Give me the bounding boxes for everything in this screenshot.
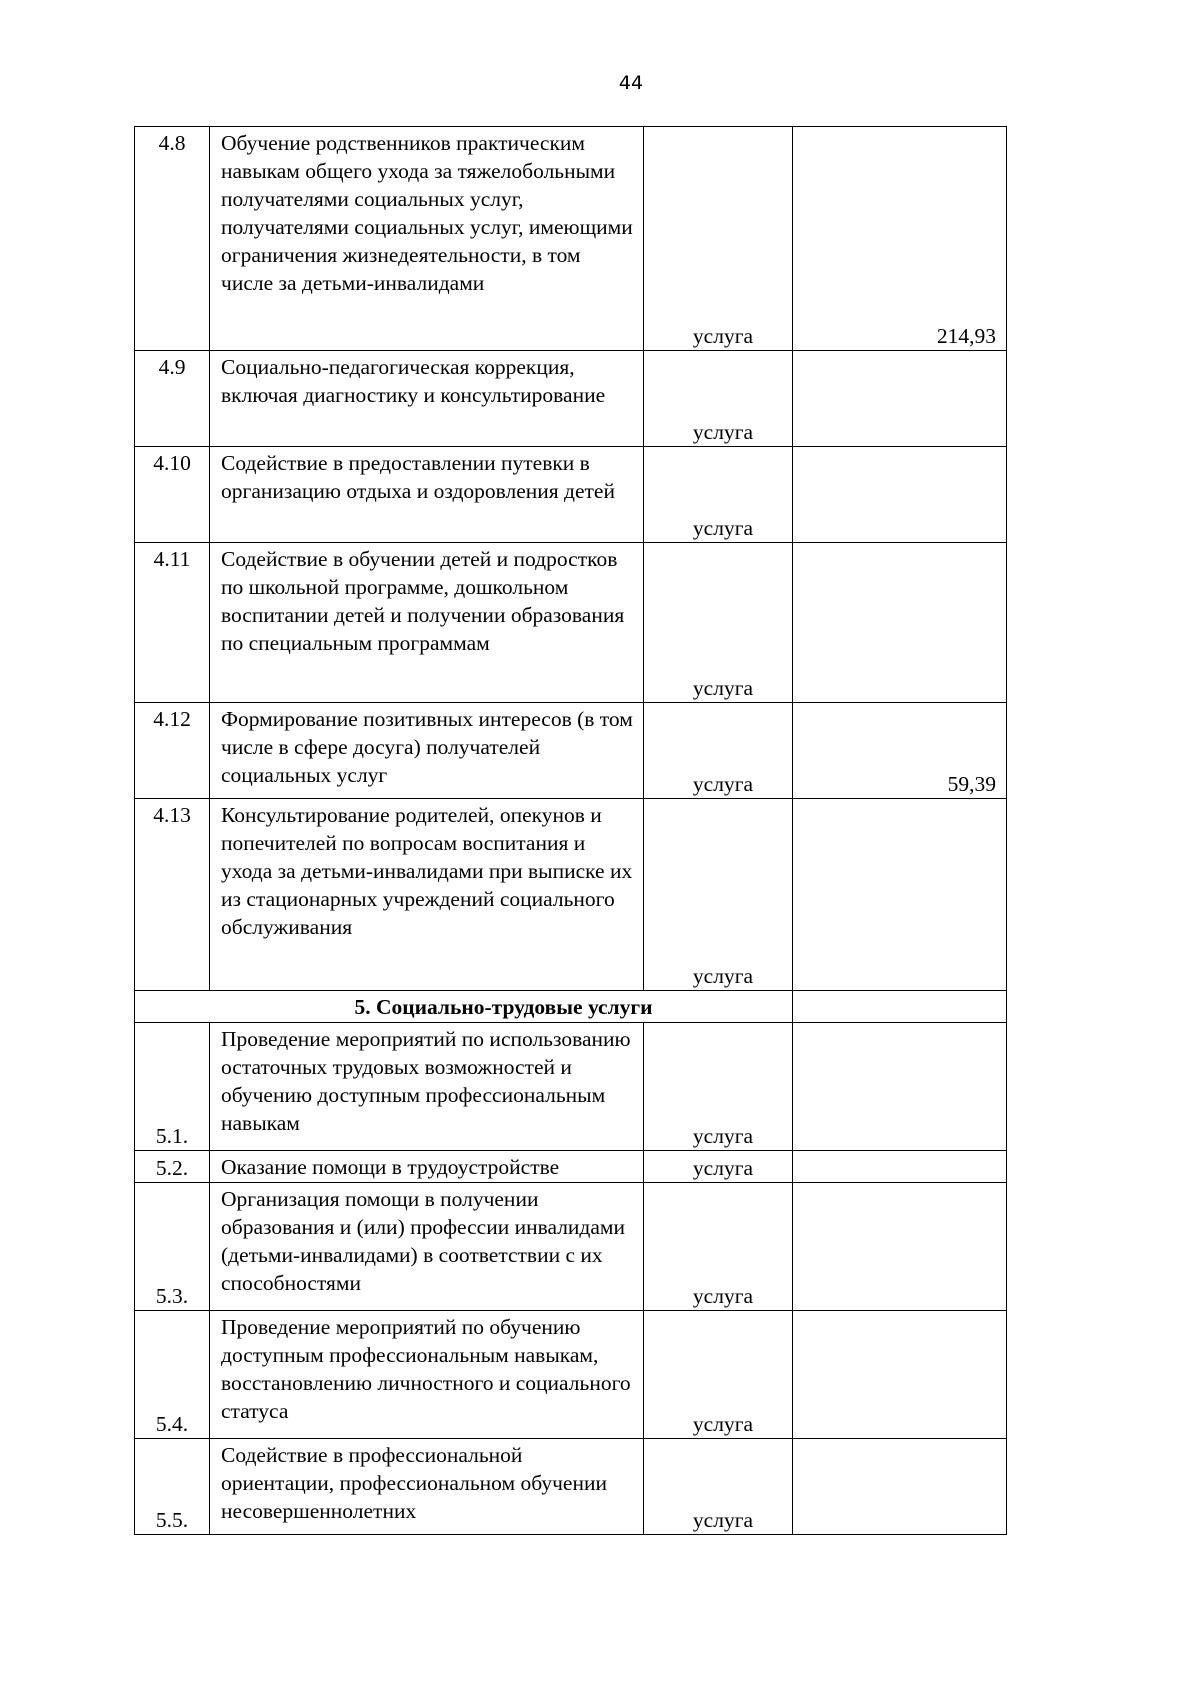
unit-of-measure: услуга: [644, 447, 793, 543]
service-price: 214,93: [793, 127, 1007, 351]
table-row: [135, 1023, 1007, 1151]
services-table: [134, 126, 1007, 1535]
unit-of-measure: услуга: [644, 127, 793, 351]
service-price: [793, 1151, 1007, 1183]
section-empty-cell: [793, 991, 1007, 1023]
service-price: 59,39: [793, 703, 1007, 799]
row-number: 5.3.: [135, 1183, 210, 1311]
table-row: [135, 351, 1007, 447]
row-number: 5.2.: [135, 1151, 210, 1183]
unit-of-measure: услуга: [644, 1023, 793, 1151]
unit-of-measure: услуга: [644, 1151, 793, 1183]
service-description: Содействие в профессиональной ориентации, профессиональном обучении несовершеннолетних: [210, 1439, 644, 1535]
service-price: [793, 1183, 1007, 1311]
unit-of-measure: услуга: [644, 1311, 793, 1439]
service-description: Оказание помощи в трудоустройстве: [210, 1151, 644, 1183]
section-header-row: [135, 991, 1007, 1023]
table-row: [135, 799, 1007, 991]
page-number: 44: [618, 72, 644, 94]
services-table-body: [135, 127, 1007, 1535]
table-row: [135, 1183, 1007, 1311]
unit-of-measure: услуга: [644, 799, 793, 991]
service-description: Проведение мероприятий по использованию остаточных трудовых возможностей и обучению доступным профессиональным навыкам: [210, 1023, 644, 1151]
table-row: [135, 1439, 1007, 1535]
unit-of-measure: услуга: [644, 543, 793, 703]
row-number: 4.12: [135, 703, 210, 799]
service-price: [793, 351, 1007, 447]
unit-of-measure: услуга: [644, 1439, 793, 1535]
row-number: 5.4.: [135, 1311, 210, 1439]
service-price: [793, 799, 1007, 991]
table-row: [135, 543, 1007, 703]
service-description: Консультирование родителей, опекунов и попечителей по вопросам воспитания и ухода за детьми-инвалидами при выписке их из стационарных учреждений социального обслуживания: [210, 799, 644, 991]
section-title: 5. Социально-трудовые услуги: [135, 991, 793, 1023]
unit-of-measure: услуга: [644, 703, 793, 799]
row-number: 4.9: [135, 351, 210, 447]
table-row: [135, 447, 1007, 543]
service-description: Обучение родственников практическим навыкам общего ухода за тяжелобольными получателями социальных услуг, получателями социальных услуг, имеющими ограничения жизнедеятельности, в том числе за детьми-инвалидами: [210, 127, 644, 351]
service-price: [793, 1311, 1007, 1439]
service-price: [793, 1023, 1007, 1151]
service-description: Организация помощи в получении образования и (или) профессии инвалидами (детьми-инвалидами) в соответствии с их способностями: [210, 1183, 644, 1311]
service-price: [793, 543, 1007, 703]
unit-of-measure: услуга: [644, 351, 793, 447]
unit-of-measure: услуга: [644, 1183, 793, 1311]
service-description: Социально-педагогическая коррекция, включая диагностику и консультирование: [210, 351, 644, 447]
row-number: 4.11: [135, 543, 210, 703]
table-row: [135, 127, 1007, 351]
row-number: 5.5.: [135, 1439, 210, 1535]
service-description: Формирование позитивных интересов (в том числе в сфере досуга) получателей социальных услуг: [210, 703, 644, 799]
row-number: 4.10: [135, 447, 210, 543]
row-number: 5.1.: [135, 1023, 210, 1151]
service-price: [793, 1439, 1007, 1535]
row-number: 4.13: [135, 799, 210, 991]
table-row: [135, 1151, 1007, 1183]
service-price: [793, 447, 1007, 543]
table-row: [135, 703, 1007, 799]
service-description: Проведение мероприятий по обучению доступным профессиональным навыкам, восстановлению личностного и социального статуса: [210, 1311, 644, 1439]
service-description: Содействие в обучении детей и подростков по школьной программе, дошкольном воспитании детей и получении образования по специальным программам: [210, 543, 644, 703]
service-description: Содействие в предоставлении путевки в организацию отдыха и оздоровления детей: [210, 447, 644, 543]
table-row: [135, 1311, 1007, 1439]
row-number: 4.8: [135, 127, 210, 351]
